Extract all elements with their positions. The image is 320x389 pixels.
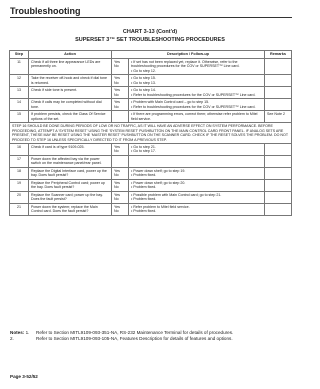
step-number: 19 bbox=[10, 179, 29, 191]
step-description bbox=[129, 75, 265, 87]
description-line: • Problem fixed. bbox=[131, 209, 157, 214]
yes-no-label: Yes bbox=[114, 145, 120, 149]
note-text: Refer to Section MITL9109-093-105-NA, Features Description for details of features and options. bbox=[36, 336, 233, 342]
yes-no-cell bbox=[112, 155, 129, 167]
description-line: • Go to step 15. bbox=[131, 76, 156, 81]
yes-no-label: Yes bbox=[114, 192, 120, 197]
note-item bbox=[10, 336, 292, 342]
step-number: 14 bbox=[10, 99, 29, 111]
step-description bbox=[129, 167, 265, 179]
description-line: • Refer to troubleshooting procedures for the COV or SUPERSET™ Line card. bbox=[131, 92, 256, 97]
description-line: • Go to step 21. bbox=[131, 145, 156, 149]
yes-no-cell bbox=[112, 144, 129, 156]
step-description bbox=[129, 144, 265, 156]
table-row bbox=[10, 75, 292, 87]
table-row bbox=[10, 99, 292, 111]
step-number: 16 bbox=[10, 144, 29, 156]
step-description bbox=[129, 99, 265, 111]
yes-no-cell bbox=[112, 203, 129, 215]
yes-no-label: Yes bbox=[114, 100, 120, 105]
step-action: Take the receiver off-hook and check if dial tone is returned. bbox=[29, 75, 112, 87]
description-line: • Possible problem with Main Control card; go to step 21. bbox=[131, 192, 222, 197]
step-description bbox=[129, 191, 265, 203]
table-row bbox=[10, 144, 292, 156]
step-remarks bbox=[265, 155, 292, 167]
step-remarks bbox=[265, 75, 292, 87]
step-remarks bbox=[265, 179, 292, 191]
yes-no-cell bbox=[112, 75, 129, 87]
step-action: Power down the affected bay via the power switch on the maintenance panel/rear panel. bbox=[29, 155, 112, 167]
yes-no-cell bbox=[112, 191, 129, 203]
step-action: Check if calls may be completed without dial tone. bbox=[29, 99, 112, 111]
page-header: Troubleshooting bbox=[10, 6, 81, 16]
yes-no-label: No bbox=[114, 92, 119, 97]
step-remarks bbox=[265, 144, 292, 156]
col-description: Description / Follow-up bbox=[112, 51, 265, 59]
chart-subtitle: SUPERSET 3™ SET TROUBLESHOOTING PROCEDURES bbox=[75, 37, 225, 43]
note-number: Notes: 1. bbox=[10, 330, 30, 335]
note-number: 2. bbox=[10, 336, 14, 342]
step-remarks bbox=[265, 167, 292, 179]
yes-no-cell bbox=[112, 99, 129, 111]
procedure-table bbox=[9, 50, 292, 216]
description-line: • Problem fixed. bbox=[131, 173, 157, 178]
yes-no-label: No bbox=[114, 149, 119, 154]
description-line: • Go to step 12. bbox=[131, 68, 156, 73]
col-action: Action bbox=[29, 51, 112, 59]
step-remarks bbox=[265, 58, 292, 74]
description-line bbox=[131, 157, 262, 161]
step-number: 11 bbox=[10, 58, 29, 74]
yes-no-cell bbox=[112, 87, 129, 99]
step-action: Check if side tone is present. bbox=[29, 87, 112, 99]
table-row bbox=[10, 87, 292, 99]
step-remarks bbox=[265, 191, 292, 203]
yes-no-label bbox=[114, 117, 126, 121]
description-line: • If there are programming errors, correct them; otherwise refer problem to Mitel field service. bbox=[131, 112, 258, 121]
description-line: • Refer problem to Mitel field service. bbox=[131, 204, 190, 209]
yes-no-label: Yes bbox=[114, 180, 120, 185]
description-line: • Go to step 13. bbox=[131, 80, 156, 85]
page-number: Page 3-52/52 bbox=[10, 374, 38, 379]
yes-no-cell bbox=[112, 179, 129, 191]
table-row bbox=[10, 167, 292, 179]
step-number: 12 bbox=[10, 75, 29, 87]
chart-title: CHART 3-13 (Cont'd) bbox=[122, 29, 178, 35]
step-remarks bbox=[265, 203, 292, 215]
description-line: • Problem fixed. bbox=[131, 185, 157, 190]
yes-no-label: Yes bbox=[114, 168, 120, 173]
table-row bbox=[10, 179, 292, 191]
table-row bbox=[10, 155, 292, 167]
yes-no-label bbox=[114, 161, 126, 165]
yes-no-label: Yes bbox=[114, 76, 120, 81]
yes-no-label: No bbox=[114, 173, 119, 178]
yes-no-cell bbox=[112, 58, 129, 74]
step-remarks: See Note 2 bbox=[265, 111, 292, 123]
yes-no-label: No bbox=[114, 197, 119, 202]
table-header-row bbox=[10, 51, 292, 59]
description-line: • Go to step 17. bbox=[131, 149, 156, 154]
caution-note: STEP 16 SHOULD BE DONE DURING PERIODS OF LOW OR NO TRAFFIC, AS IT WILL HAVE AN ADVERSE EFFECT ON SYSTEM PERFORMANCE. BEFORE PROCEEDING, ATTEMPT A 'SYSTEM RESET' USING THE 'SYSTEM RESET' PUSHBUTTON ON THE MAIN CONTROL CARD FRONT PANEL. IF ANALOG SETS ARE PRESENT, THESE MAY BE RESET USING THE 'MASTER RESET' PUSHBUTTON ON THE SCANNER CARD. CHECK IF THE RESET SOLVES THE PROBLEM. DO NOT PROCEED TO STEP 16 UNLESS SPECIFICALLY DIRECTED TO IT FROM A PREVIOUS STEP. bbox=[10, 123, 292, 144]
table-row bbox=[10, 111, 292, 123]
description-line: • Refer to troubleshooting procedures for the COV or SUPERSET™ Line card. bbox=[131, 104, 256, 109]
notes-section bbox=[10, 330, 292, 342]
yes-no-label: No bbox=[114, 80, 119, 85]
step-description bbox=[129, 203, 265, 215]
step-number: 15 bbox=[10, 111, 29, 123]
step-number: 18 bbox=[10, 167, 29, 179]
table-row bbox=[10, 123, 292, 144]
notes-label: Notes: bbox=[10, 330, 26, 335]
col-remarks: Remarks bbox=[265, 51, 292, 59]
step-action: Power down the system; replace the Main Control card. Does the fault persist? bbox=[29, 203, 112, 215]
yes-no-label: Yes bbox=[114, 88, 120, 93]
step-description bbox=[129, 111, 265, 123]
step-action: Replace the Peripheral Control card; power up the bay. Does fault persist? bbox=[29, 179, 112, 191]
description-line: • Problem with Main Control card – go to step 15. bbox=[131, 100, 210, 105]
step-description bbox=[129, 87, 265, 99]
yes-no-label: Yes bbox=[114, 59, 120, 64]
step-description bbox=[129, 179, 265, 191]
col-step: Step bbox=[10, 51, 29, 59]
step-number: 20 bbox=[10, 191, 29, 203]
step-number: 13 bbox=[10, 87, 29, 99]
table-row bbox=[10, 191, 292, 203]
header-rule bbox=[10, 17, 292, 18]
description-line: • Power down shelf; go to step 20. bbox=[131, 180, 186, 185]
step-action: If problem persists, check the Class Of Service options of the set. bbox=[29, 111, 112, 123]
yes-no-cell bbox=[112, 111, 129, 123]
step-remarks bbox=[265, 99, 292, 111]
yes-no-label: No bbox=[114, 64, 119, 69]
step-description bbox=[129, 155, 265, 167]
description-line: • Go to step 14. bbox=[131, 88, 156, 93]
yes-no-cell bbox=[112, 167, 129, 179]
table-row bbox=[10, 58, 292, 74]
description-line: • Power down shelf; go to step 19. bbox=[131, 168, 186, 173]
step-remarks bbox=[265, 87, 292, 99]
step-action: Replace the Digital Interface card, power up the bay. Does fault persist? bbox=[29, 167, 112, 179]
step-action: Replace the Scanner card; power up the bay. Does the fault persist? bbox=[29, 191, 112, 203]
note-text: Refer to Section MITL9109-093-351-NA, RS-232 Maintenance Terminal for details of procedures. bbox=[36, 330, 234, 335]
step-number: 17 bbox=[10, 155, 29, 167]
description-line: • If set has not been replaced yet, replace it. Otherwise, refer to the troubleshooting procedures for the COV or SUPERSET™ Line card. bbox=[131, 59, 240, 69]
yes-no-label: No bbox=[114, 104, 119, 109]
step-action: Check if card is of type 9109-025. bbox=[29, 144, 112, 156]
table-row bbox=[10, 203, 292, 215]
step-description bbox=[129, 58, 265, 74]
description-line: • Problem fixed. bbox=[131, 197, 157, 202]
yes-no-label: No bbox=[114, 185, 119, 190]
yes-no-label: No bbox=[114, 209, 119, 214]
yes-no-label: Yes bbox=[114, 204, 120, 209]
step-action: Check if all three line appearance LEDs are permanently on. bbox=[29, 58, 112, 74]
step-number: 21 bbox=[10, 203, 29, 215]
